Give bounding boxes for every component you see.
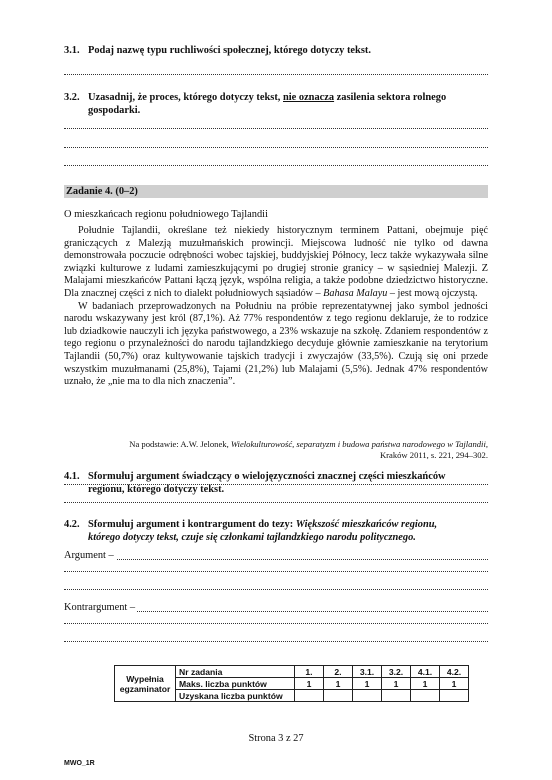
answer-line[interactable] [64,480,488,485]
answer-line[interactable] [64,567,488,572]
task-header: Zadanie 4. (0–2) [64,185,488,198]
source-title: O mieszkańcach regionu południowego Tajlandii [64,209,268,220]
question-4-2: 4.2. Sformułuj argument i kontrargument do tezy: Większość mieszkańców regionu, którego dotyczy tekst, czuje się członkami tajlandzkiego narodu politycznego. [64,519,438,543]
source-text [64,225,488,389]
score-input[interactable] [295,690,324,702]
question-3-1: 3.1. Podaj nazwę typu ruchliwości społecznej, którego dotyczy tekst. [64,45,371,56]
answer-line[interactable] [64,637,488,642]
answer-line[interactable] [64,619,488,624]
score-input[interactable] [411,690,440,702]
paragraph-2: W badaniach przeprowadzonych na Południu na próbie reprezentatywnej jako symbol jedności narodu wskazywany jest król (87,1%). Aż 77% respondentów z tego regionu deklaruje, że to rodzice lub dziadkowie nauczyli ich języka państwowego, a 23% wskazuje na szkołę. Zdaniem respondentów z tego regionu o przynależności do narodu tajlandzkiego decyduje głównie zamieszkanie na terytorium Tajlandii (50,7%) oraz kultywowanie tajskich tradycji i zwyczajów (33,5%). Czują się oni przede wszystkim muzułmanami (25,8%), Tajami (21,2%) lub Malajami (5,5%). Jednak 47% respondentów uznało, że „nie ma to dla nich znaczenia”. [64,300,488,388]
paragraph-1: Południe Tajlandii, określane też niekiedy historycznym terminem Pattani, obejmuje pięć graniczących z Malezją muzułmańskich prowincji. Miejscowa ludność nie tylko od dawna demonstrowała poczucie odrębności wobec tajskiej, buddyjskiej Północy, lecz także wykazywała silne związki kulturowe z ludami zamieszkującymi po drugiej stronie granicy – w sąsiedniej Malezji. Z Malajami mieszkańców Pattani łączą język, wspólna religia, a także podobne dziedzictwo historyczne. Dla znacznej części z nich to dialekt południowych sąsiadów – Bahasa Malayu – jest mową ojczystą. [64,225,488,299]
exam-code: MWO_1R [64,760,95,767]
score-input[interactable] [324,690,353,702]
question-3-2: 3.2. Uzasadnij, że proces, którego dotyczy tekst, nie oznacza zasilenia sektora rolnego gospodarki. [64,92,447,116]
answer-line[interactable] [64,143,488,148]
score-input[interactable] [440,690,469,702]
question-4-1: 4.1. Sformułuj argument świadczący o wielojęzyczności znacznej części mieszkańców regionu, którego dotyczy tekst. [64,471,446,495]
score-input[interactable] [382,690,411,702]
source-citation: Na podstawie: A.W. Jelonek, Wielokulturowość, separatyzm i budowa państwa narodowego w Tajlandii, Kraków 2011, s. 221, 294–302. [129,439,488,460]
examiner-label: Wypełnia egzaminator [115,666,176,702]
argument-line[interactable]: Argument – [64,550,488,562]
answer-line[interactable] [64,124,488,129]
counterargument-line[interactable]: Kontrargument – [64,602,488,614]
answer-line[interactable] [64,70,488,75]
answer-line[interactable] [64,498,488,503]
answer-line[interactable] [64,585,488,590]
answer-line[interactable] [64,161,488,166]
page-number: Strona 3 z 27 [248,733,304,744]
score-input[interactable] [353,690,382,702]
score-table: Wypełnia egzaminator Nr zadania 1. 2. 3.1. 3.2. 4.1. 4.2. Maks. liczba punktów 1 1 1 1 1 1 Uzyskana liczba punktów [114,665,469,702]
